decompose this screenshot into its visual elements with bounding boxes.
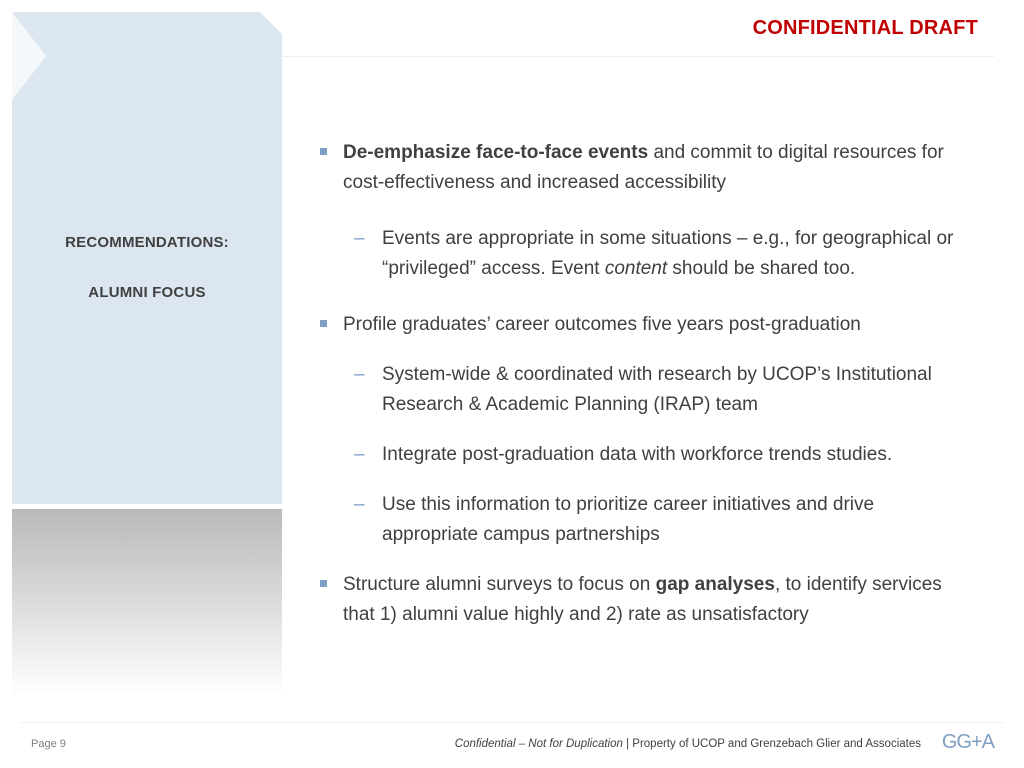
sub-bullet-item bbox=[318, 360, 968, 420]
sub-bullet-item bbox=[318, 224, 968, 284]
sidebar-panel bbox=[12, 12, 282, 697]
header-divider bbox=[282, 56, 994, 57]
bullet-text-end: , to identify services that 1) alumni value highly and 2) rate as unsatisfactory bbox=[343, 574, 942, 625]
footer-divider bbox=[20, 722, 1004, 723]
square-bullet-icon bbox=[320, 148, 327, 155]
footer-property-text: Property of UCOP and Grenzebach Glier and Associates bbox=[632, 738, 921, 750]
bullet-bold-text: gap analyses bbox=[655, 574, 775, 595]
footer-notice bbox=[455, 738, 921, 750]
dash-bullet-icon: – bbox=[354, 494, 365, 515]
sub-bullet-text: Integrate post-graduation data with workforce trends studies. bbox=[382, 444, 893, 465]
section-subheading: ALUMNI FOCUS bbox=[88, 284, 206, 301]
sub-bullet-italic-text: content bbox=[604, 258, 668, 279]
page-number: Page 9 bbox=[31, 738, 66, 750]
bullet-text: Structure alumni surveys to focus on bbox=[343, 574, 656, 595]
footer-separator: | bbox=[622, 738, 633, 750]
bullet-list bbox=[318, 138, 968, 630]
sidebar-title-block bbox=[12, 12, 282, 504]
dash-bullet-icon: – bbox=[354, 364, 365, 385]
square-bullet-icon bbox=[320, 320, 327, 327]
bullet-item bbox=[318, 570, 968, 630]
sub-bullet-text-end: should be shared too. bbox=[667, 258, 856, 279]
sub-bullet-text: System-wide & coordinated with research by UCOP’s Institutional Research & Academic Planning (IRAP) team bbox=[382, 364, 932, 415]
bullet-item bbox=[318, 310, 968, 340]
sub-bullet-item bbox=[318, 440, 968, 470]
section-heading: RECOMMENDATIONS: bbox=[65, 234, 229, 251]
sub-bullet-text: Use this information to prioritize career initiatives and drive appropriate campus partnerships bbox=[382, 494, 875, 545]
square-bullet-icon bbox=[320, 580, 327, 587]
sidebar-corner-fold bbox=[260, 12, 282, 34]
bullet-item bbox=[318, 138, 968, 198]
dash-bullet-icon: – bbox=[354, 444, 365, 465]
sidebar-notch-decoration bbox=[12, 12, 46, 100]
bullet-bold-text: De-emphasize face-to-face events bbox=[343, 142, 649, 163]
bullet-text: and commit to digital resources for cost-effectiveness and increased accessibility bbox=[343, 142, 944, 193]
confidential-draft-label: CONFIDENTIAL DRAFT bbox=[752, 17, 978, 39]
dash-bullet-icon: – bbox=[354, 228, 365, 249]
sub-bullet-text: Events are appropriate in some situations – e.g., for geographical or “privileged” access. Event bbox=[382, 228, 954, 279]
footer-confidential-text: Confidential – Not for Duplication bbox=[454, 738, 623, 750]
company-logo: GG+A bbox=[941, 731, 994, 753]
sub-bullet-item bbox=[318, 490, 968, 550]
bullet-text: Profile graduates’ career outcomes five years post-graduation bbox=[343, 314, 861, 335]
sidebar-gradient-block bbox=[12, 509, 282, 697]
